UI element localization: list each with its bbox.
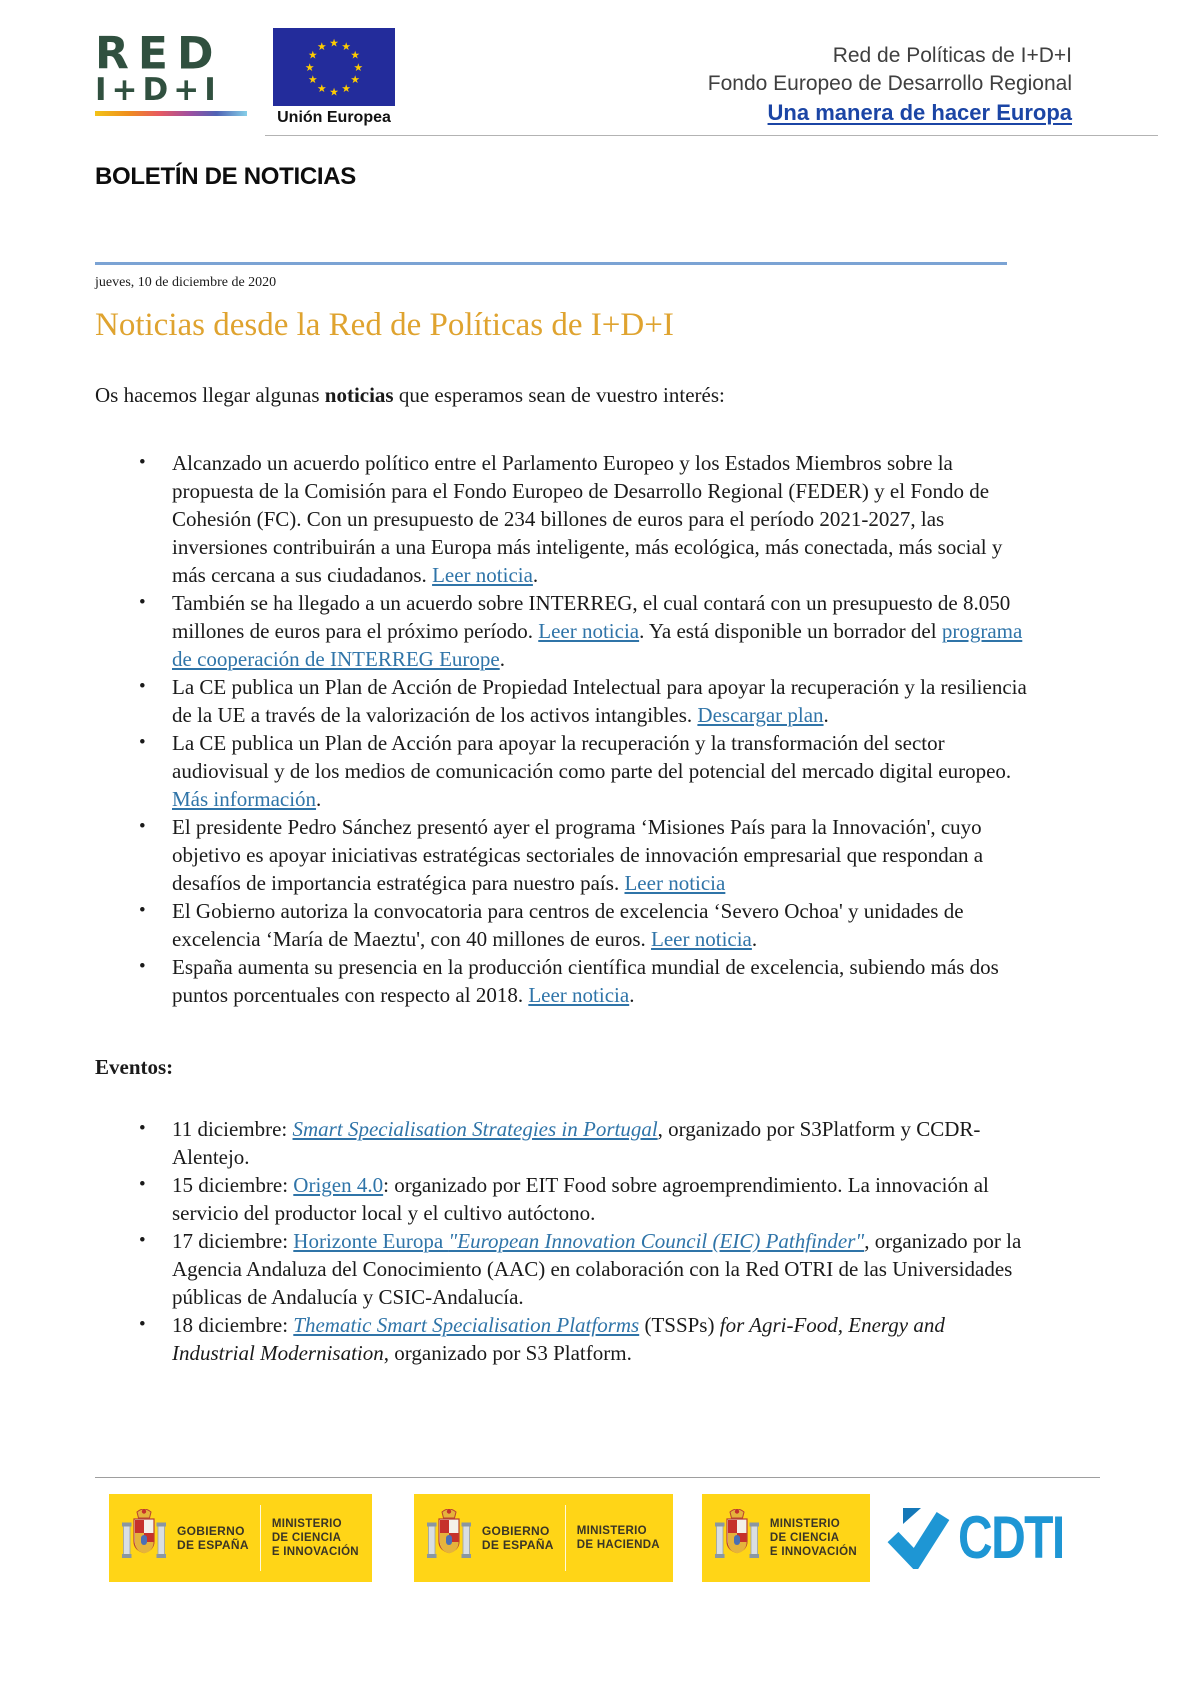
news-item [172,589,1030,673]
svg-text:★: ★ [317,82,327,96]
text-segment: 18 diciembre: [172,1313,294,1337]
text-segment: , organizado por la Agencia Andaluza del Conocimiento (AAC) en colaboración con la Red OTRI de las Universidades públicas de Andalucía y CSIC-Andalucía. [172,1229,1022,1309]
text-segment: 11 diciembre: [172,1117,293,1141]
text-segment: 17 diciembre: [172,1229,294,1253]
event-item [172,1171,1030,1227]
blue-divider [95,262,1007,265]
text-segment: noticias [324,383,394,407]
inline-link[interactable]: Horizonte Europa [293,1229,449,1253]
svg-text:★: ★ [341,82,351,96]
text-segment: . [823,703,829,727]
text-segment: for Agri-Food, Energy and Industrial Modernisation [172,1313,945,1365]
logo-divider [260,1505,261,1571]
svg-text:★: ★ [308,48,318,62]
inline-link[interactable]: "European Innovation Council (EIC) Pathfinder" [448,1229,865,1253]
red-idi-logo-word2: I+D+I [95,72,221,108]
inline-link[interactable]: Leer noticia [624,871,726,895]
news-list [95,449,1096,1009]
red-idi-logo [95,28,253,116]
text-segment: El presidente Pedro Sánchez presentó ayer el programa ‘Misiones País para la Innovación', cuyo objetivo es apoyar iniciativas estratégicas sectoriales de innovación empresarial que respondan a desafíos de importancia estratégica para nuestro país. [172,815,984,895]
text-segment: El Gobierno autoriza la convocatoria para centros de excelencia ‘Severo Ochoa' y unidades de excelencia ‘María de Maeztu', con 40 millones de euros. [172,899,964,951]
inline-link[interactable]: Leer noticia [432,563,533,587]
events-list [95,1115,1096,1367]
ministerio-ciencia-label: MINISTERIO DE CIENCIA E INNOVACIÓN [769,1518,858,1558]
text-segment: . Ya está disponible un borrador del [639,619,942,643]
svg-text:★: ★ [353,60,364,74]
text-segment: . [499,647,505,671]
inline-link[interactable]: Leer noticia [651,927,752,951]
gobierno-hacienda-logo [414,1494,673,1582]
text-segment: 15 diciembre: [172,1173,294,1197]
event-item [172,1115,1030,1171]
news-item [172,953,1030,1009]
text-segment: Os hacemos llegar algunas [95,383,325,407]
ministerio-hacienda-label: MINISTERIO DE HACIENDA [576,1525,660,1551]
footer-logos [109,1494,1096,1582]
cdti-wordmark: CDTI [958,1504,1064,1571]
masthead [95,28,1096,130]
red-idi-logo-word: RED [95,27,223,80]
masthead-tagline: Una manera de hacer Europa [767,100,1072,125]
svg-text:★: ★ [317,39,327,53]
event-item [172,1311,1030,1367]
inline-link[interactable]: Más información [172,787,317,811]
logo-divider [565,1505,566,1571]
svg-text:★: ★ [308,73,318,87]
inline-link[interactable]: Leer noticia [528,983,630,1007]
svg-text:★: ★ [341,39,351,53]
news-item [172,673,1030,729]
gobierno-espana-label: GOBIERNO DE ESPAÑA [177,1524,249,1552]
text-segment: Alcanzado un acuerdo político entre el Parlamento Europeo y los Estados Miembros sobre la propuesta de la Comisión para el Fondo Europeo de Desarrollo Regional (FEDER) y el Fondo de Cohesión (FC). Con un presupuesto de 234 billones de euros para el período 2021-2027, las inversiones contribuirán a una Europa más inteligente, más ecológica, más conectada, más social y más cercana a sus ciudadanos. [172,451,1003,587]
text-segment: La CE publica un Plan de Acción de Propiedad Intelectual para apoyar la recuperación y la resiliencia de la UE a través de la valorización de los activos intangibles. [172,675,1027,727]
events-heading: Eventos: [95,1055,174,1079]
text-segment: : organizado por EIT Food sobre agroemprendimiento. La innovación al servicio del productor local y el cultivo autóctono. [172,1173,989,1225]
text-segment: . [629,983,635,1007]
text-segment: (TSSPs) [639,1313,720,1337]
text-segment: España aumenta su presencia en la producción científica mundial de excelencia, subiendo más dos puntos porcentuales con respecto al 2018. [172,955,999,1007]
eu-flag-icon [273,28,395,106]
text-segment: . [751,927,758,951]
svg-text:★: ★ [350,48,360,62]
cdti-logo [886,1504,1090,1571]
text-segment: . [316,787,322,811]
spain-coat-of-arms-icon [715,1509,759,1567]
masthead-divider [265,135,1158,136]
page-title: Noticias desde la Red de Políticas de I+D+I [95,307,674,343]
ministerio-ciencia-logo [702,1494,870,1582]
eu-flag-block [273,28,395,127]
news-item [172,813,1030,897]
masthead-org-line1: Red de Políticas de I+D+I [832,44,1072,67]
masthead-logos [95,28,395,127]
rainbow-bar [95,111,247,116]
inline-link[interactable]: Descargar plan [697,703,824,727]
text-segment: La CE publica un Plan de Acción para apoyar la recuperación y la transformación del sector audiovisual y de los medios de comunicación como parte del potencial del mercado digital europeo. [172,731,1012,783]
inline-link[interactable]: Smart Specialisation Strategies in Portugal [292,1117,658,1141]
bulletin-heading: BOLETÍN DE NOTICIAS [95,163,356,190]
footer-divider [95,1477,1100,1478]
gobierno-espana-label: GOBIERNO DE ESPAÑA [481,1524,554,1552]
text-segment: También se ha llegado a un acuerdo sobre INTERREG, el cual contará con un presupuesto de 8.050 millones de euros para el próximo período. [172,591,1011,643]
text-segment: . [532,563,539,587]
inline-link[interactable]: Origen 4.0 [293,1173,384,1197]
eu-flag-caption: Unión Europea [277,109,391,126]
ministerio-ciencia-label: MINISTERIO DE CIENCIA E INNOVACIÓN [271,1518,359,1558]
masthead-org-line2: Fondo Europeo de Desarrollo Regional [707,72,1072,95]
text-segment: que esperamos sean de vuestro interés: [393,383,725,407]
svg-text:★: ★ [329,85,339,99]
inline-link[interactable]: programa de cooperación de INTERREG Europe [172,619,1023,671]
svg-text:★: ★ [304,60,315,74]
svg-text:★: ★ [329,36,339,50]
document-date: jueves, 10 de diciembre de 2020 [95,275,277,290]
svg-text:★: ★ [350,73,360,87]
text-segment: , organizado por S3 Platform. [383,1341,632,1365]
masthead-titles [708,28,1096,128]
news-item [172,729,1030,813]
event-item [172,1227,1030,1311]
text-segment: , organizado por S3Platform y CCDR-Alentejo. [172,1117,981,1169]
cdti-arrow-icon [886,1507,952,1569]
intro-paragraph [95,381,1096,409]
spain-coat-of-arms-icon [427,1509,471,1567]
spain-coat-of-arms-icon [122,1509,166,1567]
gobierno-ciencia-innovacion-logo [109,1494,372,1582]
inline-link[interactable]: Leer noticia [538,619,640,643]
news-item [172,449,1030,589]
inline-link[interactable]: Thematic Smart Specialisation Platforms [293,1313,640,1337]
news-item [172,897,1030,953]
